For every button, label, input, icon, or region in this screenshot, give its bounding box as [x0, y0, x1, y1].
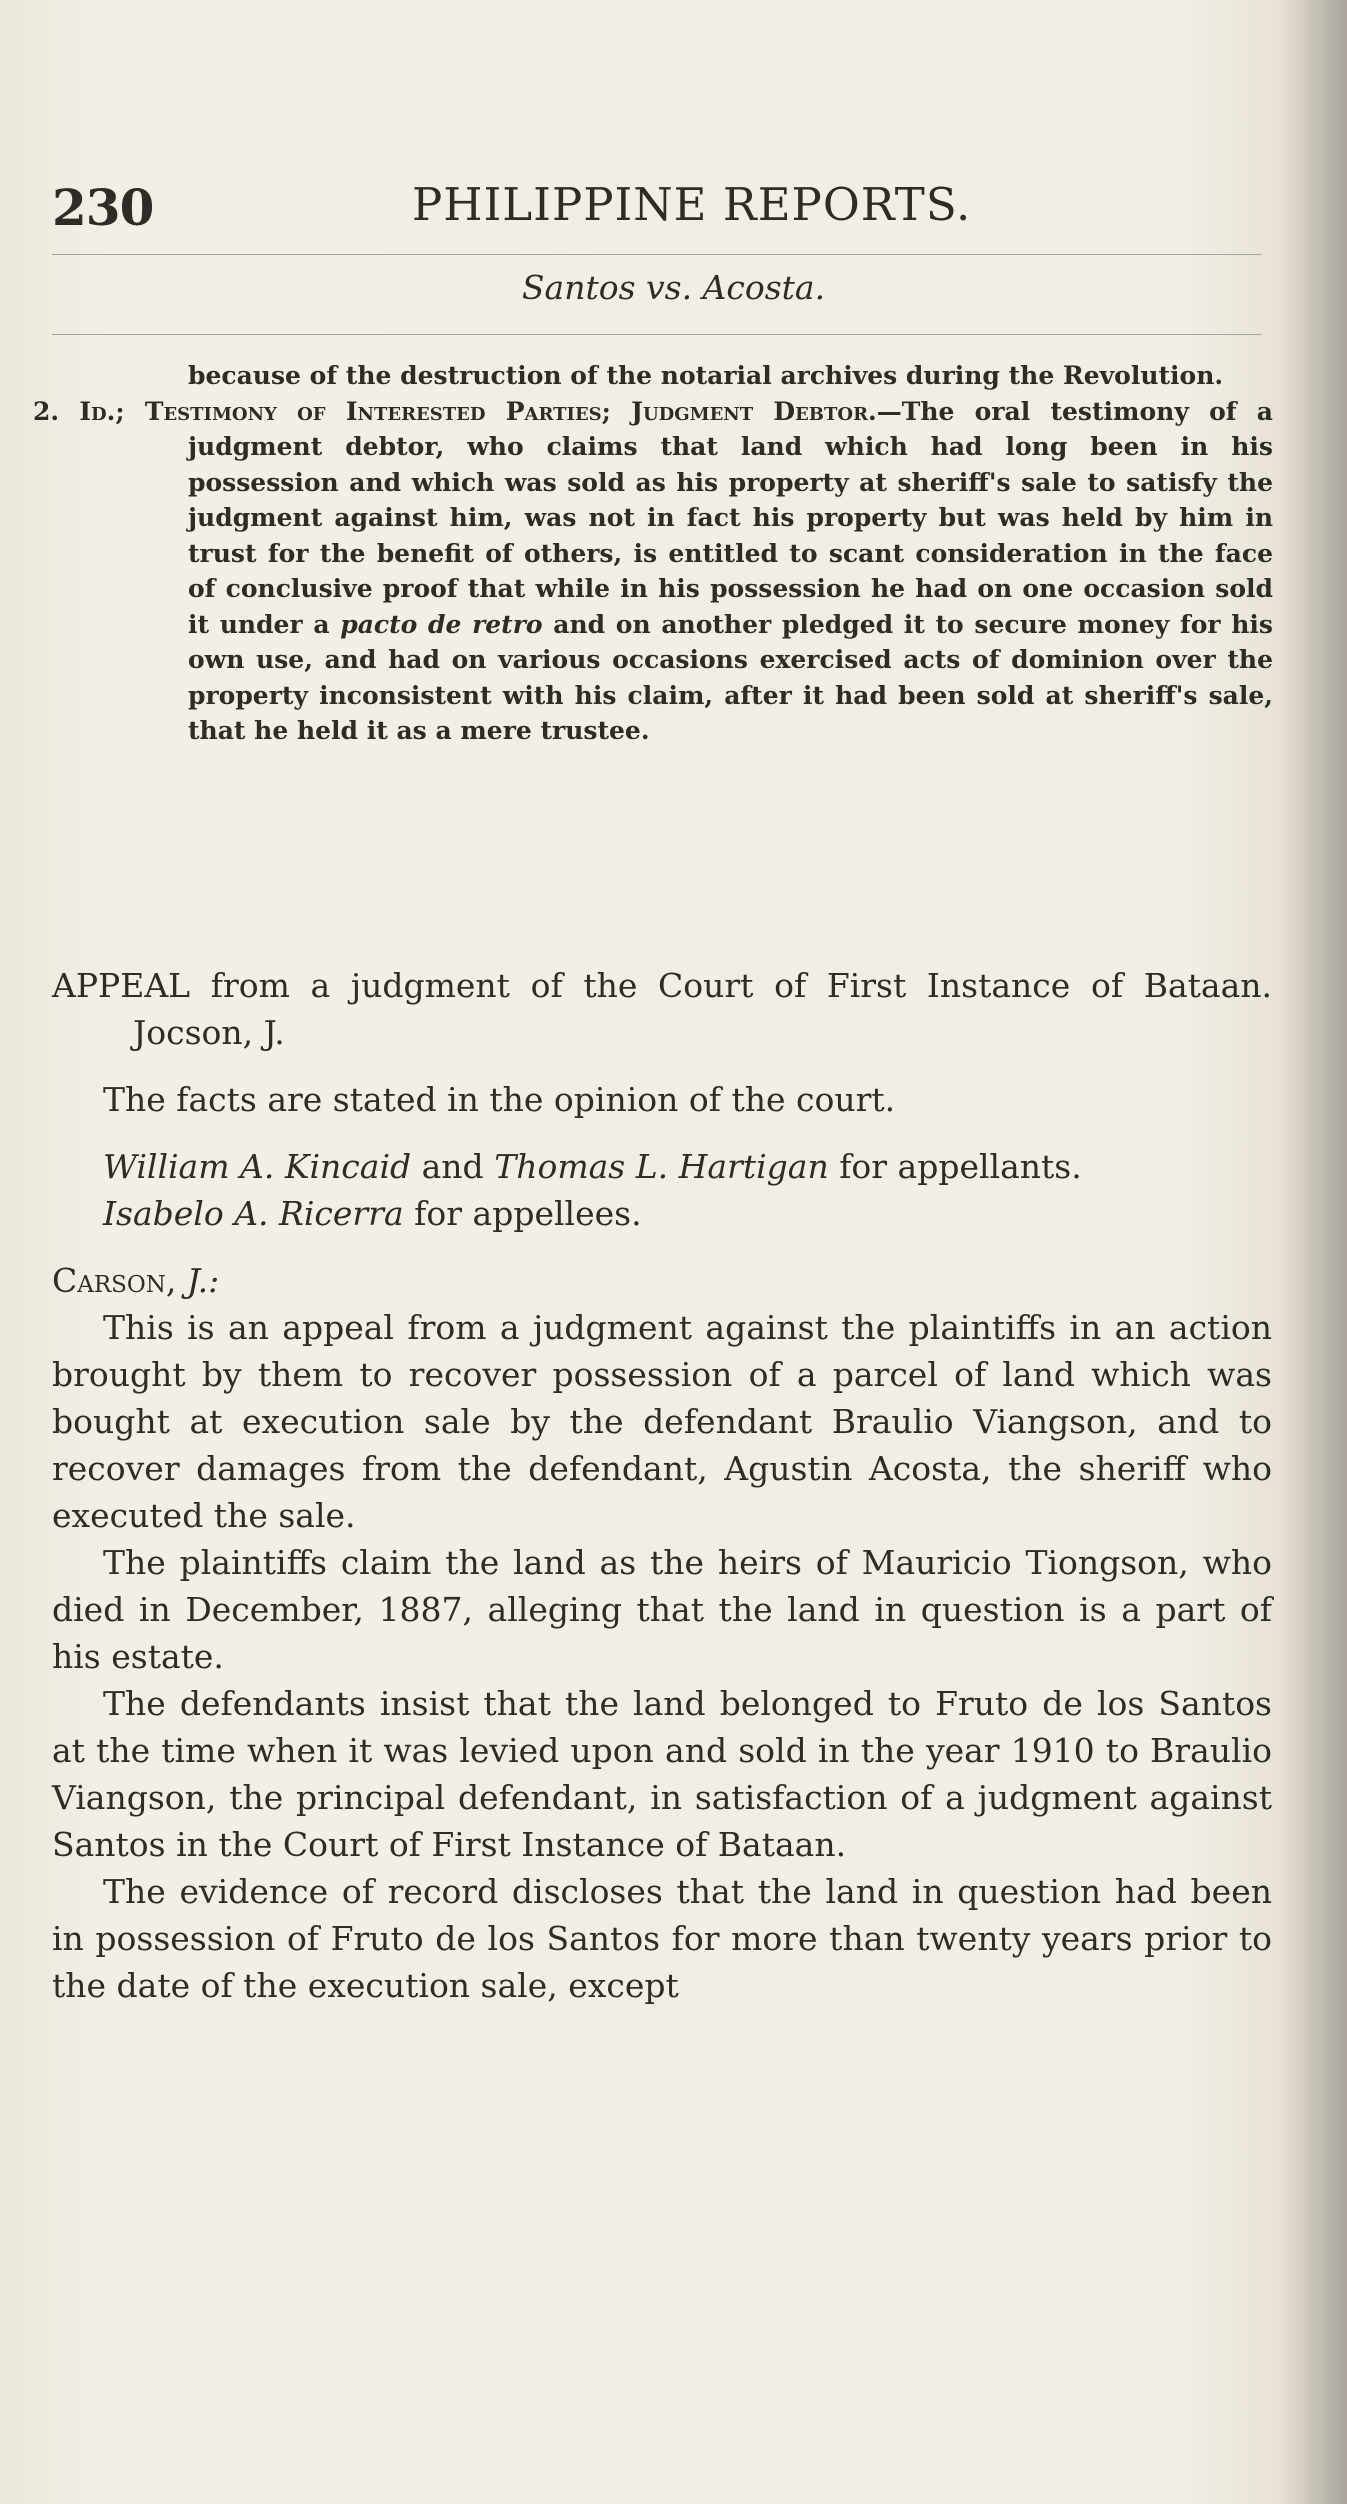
- syllabus: [33, 358, 1273, 749]
- running-title: PHILIPPINE REPORTS.: [412, 178, 972, 231]
- opinion-paragraph: The plaintiffs claim the land as the heirs of Mauricio Tiongson, who died in December, 1887, alleging that the land in question is a part of his estate.: [52, 1543, 1272, 1676]
- opinion-paragraph: The evidence of record discloses that the land in question had been in possession of Fruto de los Santos for more than twenty years prior to the date of the execution sale, except: [52, 1872, 1272, 2005]
- author-name: Carson,: [52, 1261, 177, 1300]
- counsel-role: for appellees.: [414, 1194, 642, 1233]
- author-suffix: J.:: [186, 1261, 220, 1300]
- opinion-paragraph: This is an appeal from a judgment against the plaintiffs in an action brought by them to recover possession of a parcel of land which was bought at execution sale by the defendant Braulio Viangson, and to recover damages from the defendant, Agustin Acosta, the sheriff who executed the sale.: [52, 1308, 1272, 1535]
- syllabus-continuation: because of the destruction of the notarial archives during the Revolution.: [188, 361, 1224, 390]
- header-rule: [52, 254, 1262, 255]
- counsel-and: and: [421, 1147, 484, 1186]
- syllabus-item-number: 2.: [33, 396, 60, 426]
- counsel-role: for appellants.: [839, 1147, 1082, 1186]
- counsel-name: William A. Kincaid: [103, 1147, 412, 1186]
- counsel-name: Isabelo A. Ricerra: [103, 1194, 404, 1233]
- syllabus-item-text: —The oral testimony of a judgment debtor, who claims that land which had long been in his possession and which was sold as his property at sheriff's sale to satisfy the judgment against him, was not in fact his property but was held by him in trust for the benefit of others, is entitled to scant consideration in the face of conclusive proof that while in his possession he had on one occasion sold it under a: [188, 396, 1273, 639]
- case-title: Santos vs. Acosta.: [521, 268, 826, 307]
- appeal-line: APPEAL from a judgment of the Court of First Instance of Bataan. Jocson, J.: [52, 966, 1272, 1052]
- syllabus-item: [33, 394, 1273, 749]
- syllabus-item-heading: Id.; Testimony of Interested Parties; Judgment Debtor.: [79, 396, 877, 426]
- syllabus-item-italic: pacto de retro: [340, 609, 543, 639]
- opinion-paragraph: The defendants insist that the land belonged to Fruto de los Santos at the time when it was levied upon and sold in the year 1910 to Braulio Viangson, the principal defendant, in satisfaction of a judgment against Santos in the Court of First Instance of Bataan.: [52, 1684, 1272, 1864]
- opinion-author: [52, 1257, 1272, 1304]
- syllabus-item-text-end: and on another pledged it to secure money for his own use, and had on various occasions exercised acts of dominion over the property inconsistent with his claim, after it had been sold at sheriff's sale, that he held it as a mere trustee.: [188, 609, 1273, 745]
- page-header: [52, 178, 1262, 248]
- facts-line: The facts are stated in the opinion of the court.: [103, 1080, 896, 1119]
- opinion-body: [52, 962, 1272, 2009]
- counsel-appellees: [52, 1190, 1272, 1237]
- case-title-rule: [52, 334, 1262, 335]
- counsel-appellants: [52, 1143, 1272, 1190]
- counsel-name: Thomas L. Hartigan: [494, 1147, 829, 1186]
- page-number: 230: [52, 178, 154, 237]
